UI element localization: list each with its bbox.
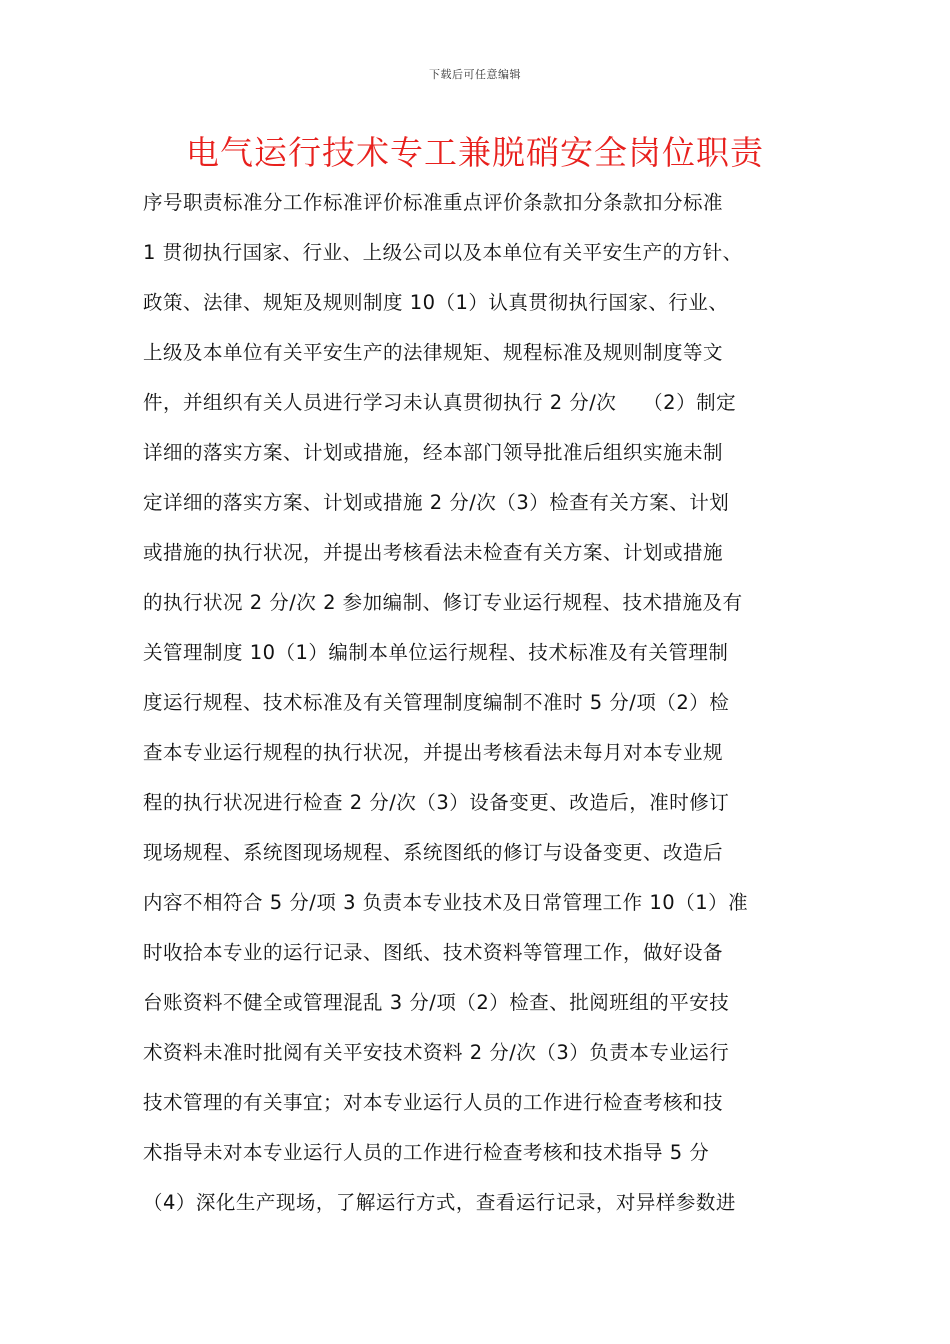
body-line: 详细的落实方案、计划或措施，经本部门领导批准后组织实施未制 [143,441,724,464]
body-line: 术资料未准时批阅有关平安技术资料 2 分/次（3）负责本专业运行 [143,1041,730,1064]
body-line: 1 贯彻执行国家、行业、上级公司以及本单位有关平安生产的方针、 [143,241,743,264]
body-line: （4）深化生产现场，了解运行方式，查看运行记录，对异样参数进 [143,1191,736,1214]
body-line: 件，并组织有关人员进行学习未认真贯彻执行 2 分/次 （2）制定 [143,391,737,414]
body-line: 关管理制度 10（1）编制本单位运行规程、技术标准及有关管理制 [143,641,729,664]
body-line: 程的执行状况进行检查 2 分/次（3）设备变更、改造后，准时修订 [143,791,730,814]
body-line: 查本专业运行规程的执行状况，并提出考核看法未每月对本专业规 [143,741,724,764]
body-line: 定详细的落实方案、计划或措施 2 分/次（3）检查有关方案、计划 [143,491,730,514]
body-line: 现场规程、系统图现场规程、系统图纸的修订与设备变更、改造后 [143,841,724,864]
body-line: 度运行规程、技术标准及有关管理制度编制不准时 5 分/项（2）检 [143,691,730,714]
body-line: 技术管理的有关事宜；对本专业运行人员的工作进行检查考核和技 [143,1091,724,1114]
body-line: 术指导未对本专业运行人员的工作进行检查考核和技术指导 5 分 [143,1141,710,1164]
body-line: 台账资料不健全或管理混乱 3 分/项（2）检查、批阅班组的平安技 [143,991,730,1014]
body-line: 序号职责标准分工作标准评价标准重点评价条款扣分条款扣分标准 [143,191,724,214]
body-text [143,178,828,1228]
body-line: 或措施的执行状况，并提出考核看法未检查有关方案、计划或措施 [143,541,724,564]
document-title: 电气运行技术专工兼脱硝安全岗位职责 [186,133,764,172]
body-line: 时收拾本专业的运行记录、图纸、技术资料等管理工作，做好设备 [143,941,724,964]
body-line: 政策、法律、规矩及规则制度 10（1）认真贯彻执行国家、行业、 [143,291,729,314]
body-line: 内容不相符合 5 分/项 3 负责本专业技术及日常管理工作 10（1）准 [143,891,749,914]
header-note: 下载后可任意编辑 [429,68,521,81]
body-line: 的执行状况 2 分/次 2 参加编制、修订专业运行规程、技术措施及有 [143,591,743,614]
body-line: 上级及本单位有关平安生产的法律规矩、规程标准及规则制度等文 [143,341,724,364]
